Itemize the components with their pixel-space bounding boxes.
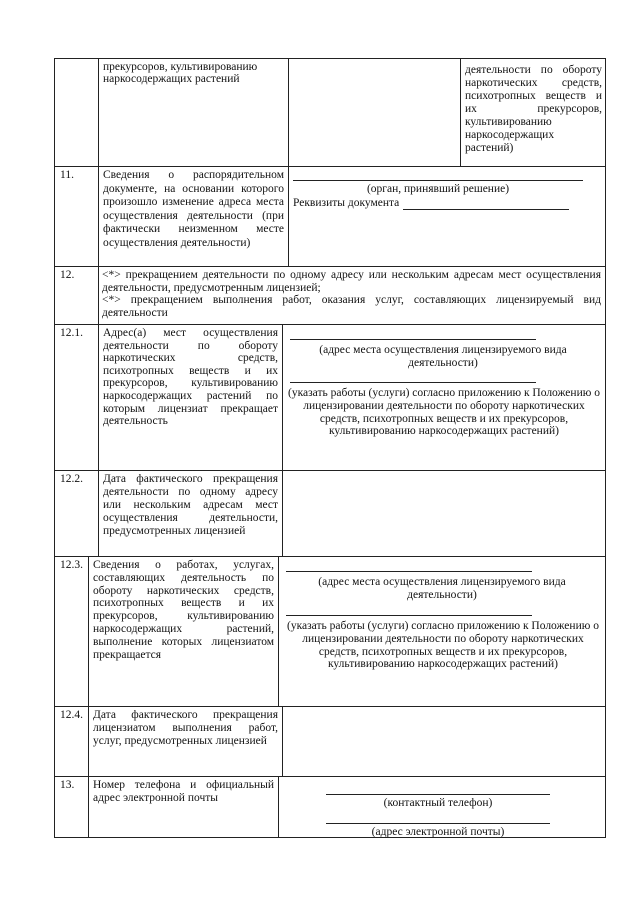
caption-works: (указать работы (услуги) согласно приложению к Положению о лицензировании деятельности по обороту наркотических средств, психотропных веществ и их прекурсоров, культивированию наркосодержащих растений): [287, 620, 599, 671]
row-11-desc: Сведения о распорядительном документе, на основании которого произошло изменение адреса места осуществления деятельности (при фактически неизменном месте осуществления деятельности): [103, 169, 284, 249]
row-12-1-number: 12.1.: [60, 327, 83, 339]
row-12-1-desc: Адрес(а) мест осуществления деятельности по обороту наркотических средств, психотропных веществ и их прекурсоров, культивированию наркосодержащих растений по которым лицензиат прекращает деятельность: [103, 327, 278, 428]
date-stop-address-field[interactable]: [282, 471, 605, 556]
checkbox-option-stop-works[interactable]: <*> прекращением выполнения работ, оказания услуг, составляющих лицензируемый вид деятельности: [102, 294, 601, 319]
row-12-4-number: 12.4.: [60, 709, 83, 721]
row-13-desc: Номер телефона и официальный адрес электронной почты: [93, 779, 274, 804]
row-12-3: [54, 556, 606, 706]
row-12-4: [54, 706, 606, 776]
row-13-number: 13.: [60, 779, 75, 791]
caption-org: (орган, принявший решение): [366, 183, 510, 195]
row-12-4-desc: Дата фактического прекращения лицензиатом выполнения работ, услуг, предусмотренных лицензией: [93, 709, 278, 747]
row-12-2-desc: Дата фактического прекращения деятельности по одному адресу или нескольким адресам мест осуществления деятельности, предусмотренных лицензией: [103, 473, 278, 537]
address-fill-line[interactable]: [286, 571, 532, 572]
row-12-3-desc: Сведения о работах, услугах, составляющих деятельность по обороту наркотических средств, психотропных веществ и их прекурсоров, культивированию наркосодержащих растений, выполнение которых лицензиатом прекращается: [93, 559, 274, 661]
row-11: [54, 166, 606, 266]
row-13: [54, 776, 606, 838]
checkbox-option-stop-address[interactable]: <*> прекращением деятельности по одному адресу или нескольким адресам мест осуществления деятельности, предусмотренным лицензией;: [102, 269, 601, 294]
works-fill-line[interactable]: [290, 382, 536, 383]
row-continuation: [54, 58, 606, 166]
email-fill-line[interactable]: [326, 823, 550, 824]
caption-address: (адрес места осуществления лицензируемого вида деятельности): [318, 576, 566, 601]
row-12: [54, 266, 606, 324]
application-form-table: [54, 58, 606, 838]
requisites-fill-line[interactable]: [403, 198, 569, 210]
works-fill-line[interactable]: [286, 615, 532, 616]
row-12-2: [54, 470, 606, 556]
label-document-requisites: Реквизиты документа: [293, 197, 400, 209]
phone-fill-line[interactable]: [326, 794, 550, 795]
row-12-1: [54, 324, 606, 470]
row-continuation-desc: прекурсоров, культивированию наркосодержащих растений: [103, 61, 258, 86]
date-stop-works-field[interactable]: [282, 707, 605, 776]
row-12-3-number: 12.3.: [60, 559, 83, 571]
org-fill-line[interactable]: [293, 180, 583, 181]
caption-email: (адрес электронной почты): [371, 826, 505, 837]
row-11-number: 11.: [60, 169, 74, 181]
row-continuation-right: деятельности по обороту наркотических средств, психотропных веществ и их прекурсоров, культивированию наркосодержащих растений): [465, 64, 602, 154]
caption-works: (указать работы (услуги) согласно приложению к Положению о лицензировании деятельности по обороту наркотических средств, психотропных веществ и их прекурсоров, культивированию наркосодержащих растений): [288, 387, 600, 438]
caption-phone: (контактный телефон): [383, 797, 493, 809]
row-12-2-number: 12.2.: [60, 473, 83, 485]
row-11-answer: [288, 167, 605, 266]
address-fill-line[interactable]: [290, 339, 536, 340]
row-12-number: 12.: [60, 269, 75, 281]
caption-address: (адрес места осуществления лицензируемого вида деятельности): [319, 344, 567, 369]
